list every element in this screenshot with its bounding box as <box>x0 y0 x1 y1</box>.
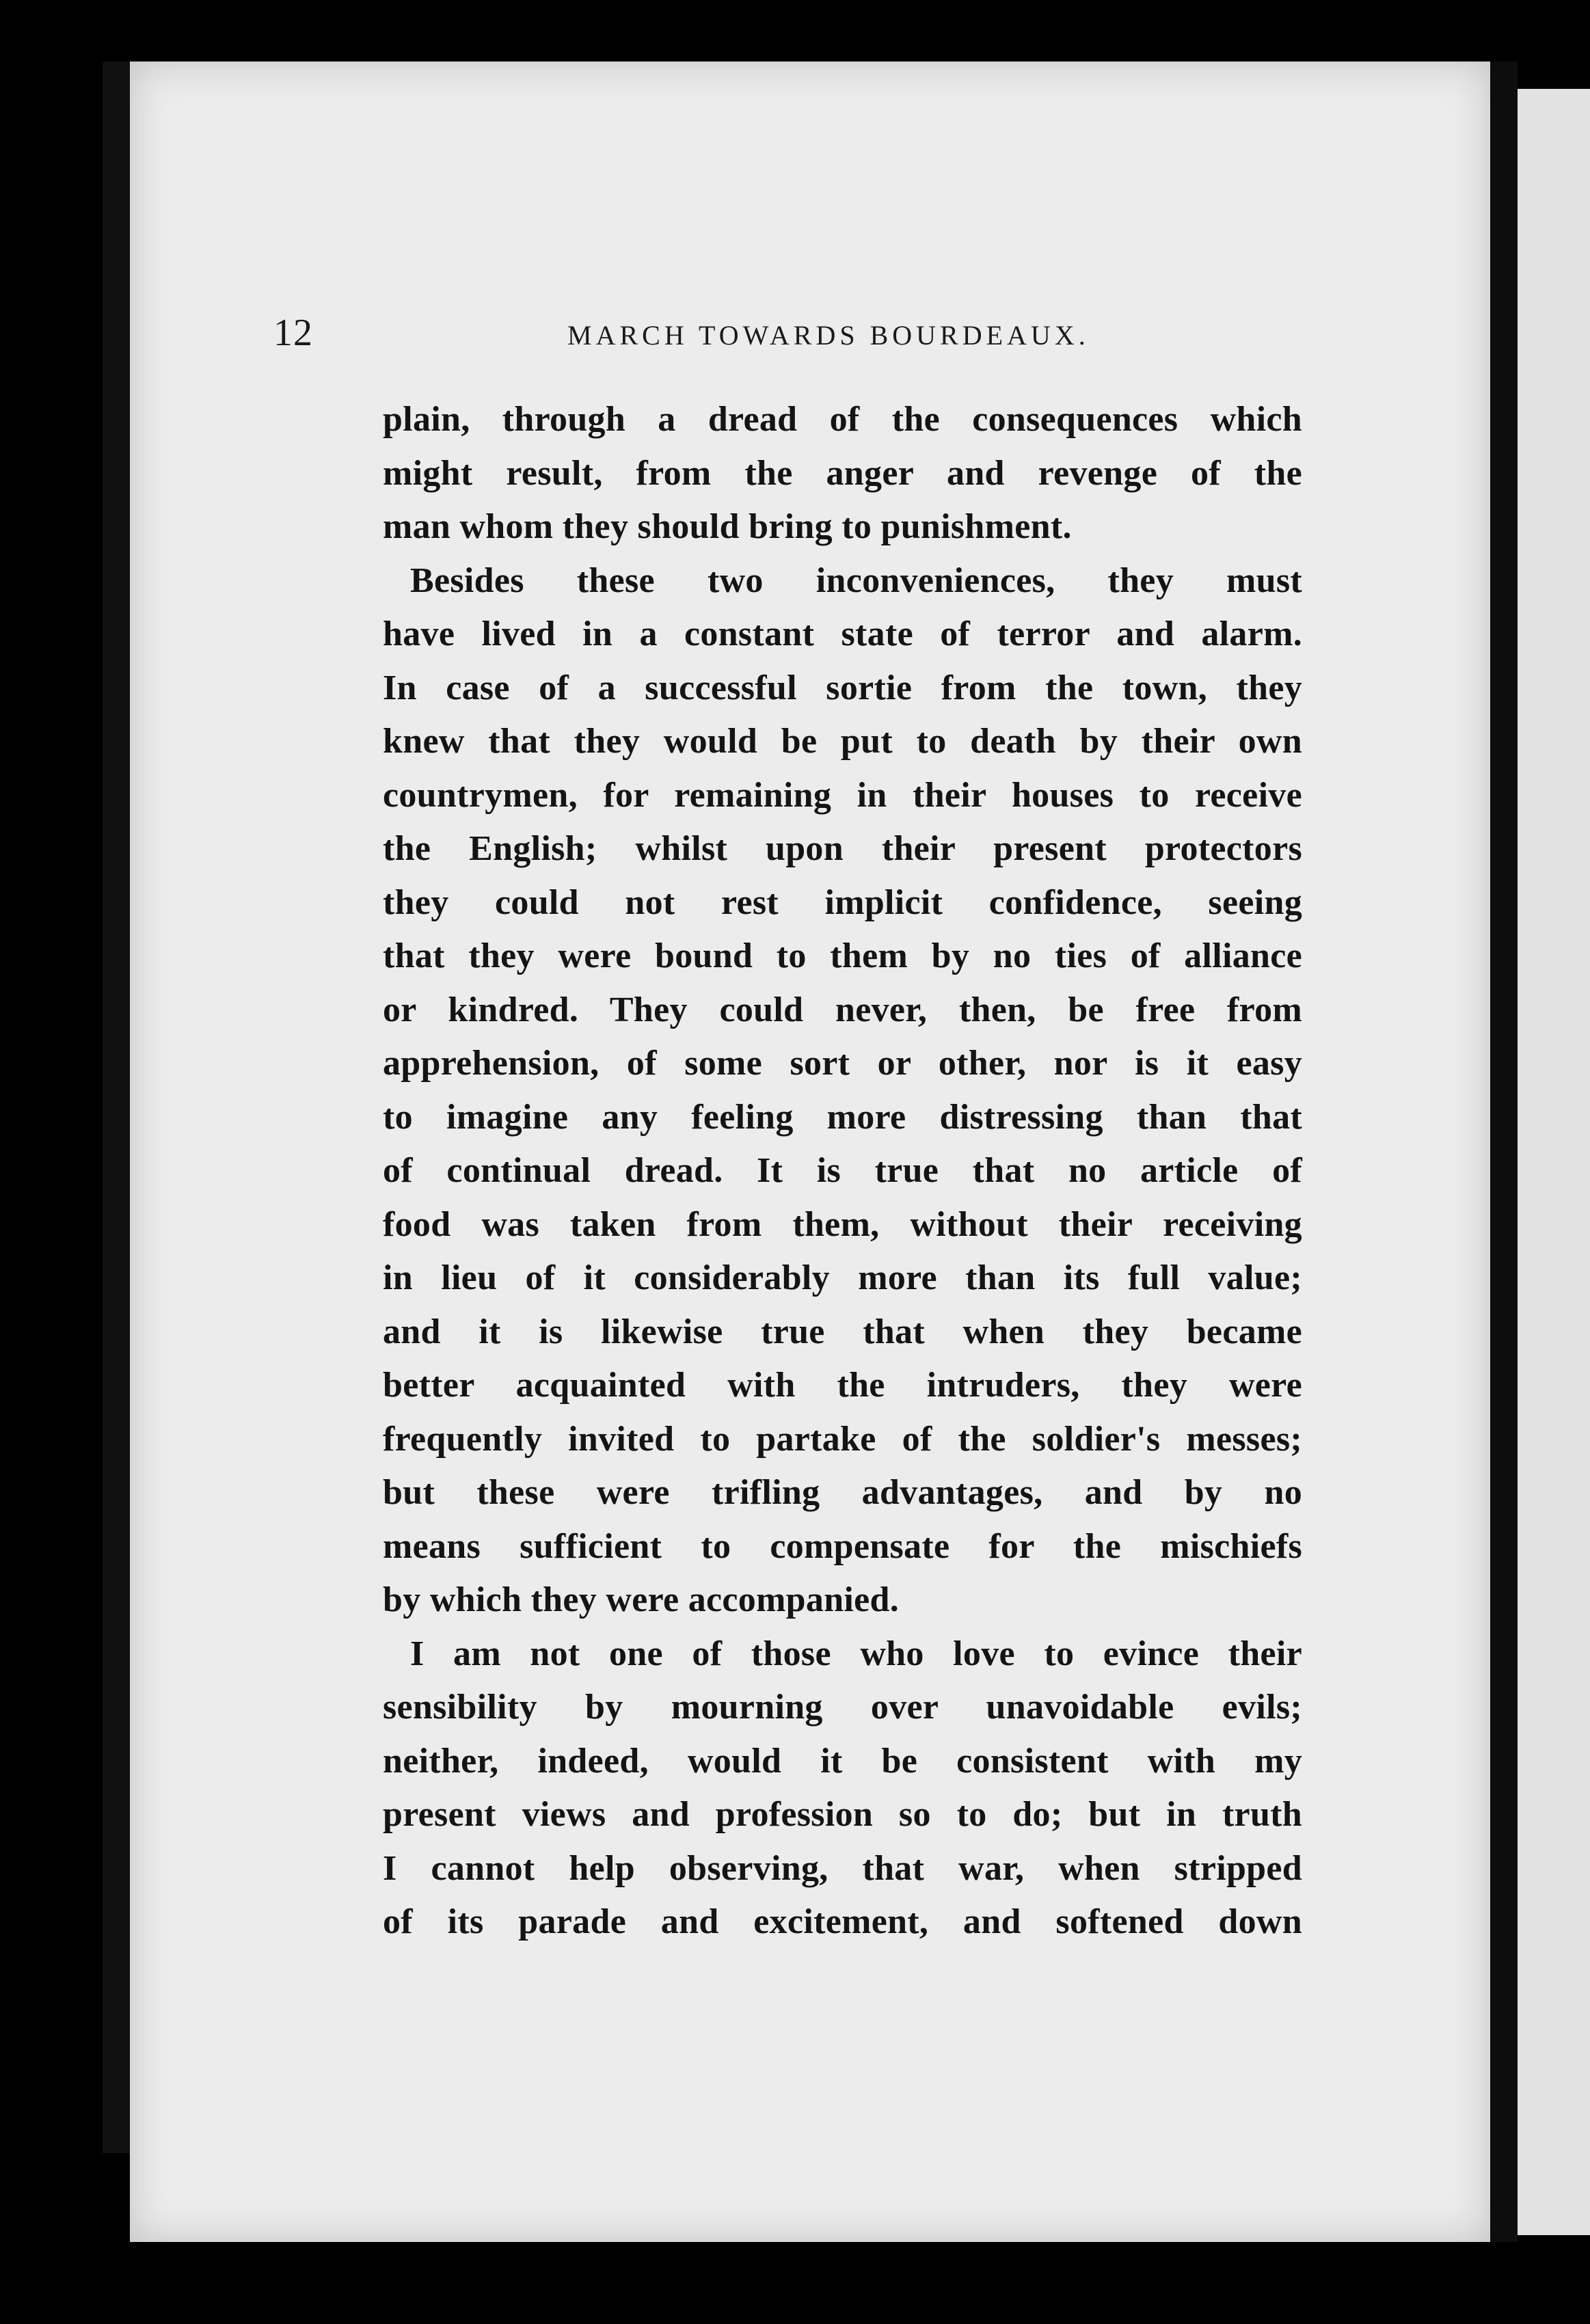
body-text <box>383 393 1302 1949</box>
text-line: countrymen, for remaining in their houses to receive <box>383 775 1302 815</box>
text-line: man whom they should bring to punishment. <box>383 507 1072 546</box>
text-line: sensibility by mourning over unavoidable evils; <box>383 1688 1302 1727</box>
text-line: apprehension, of some sort or other, nor is it easy <box>383 1044 1302 1083</box>
text-line: have lived in a constant state of terror and alarm. <box>383 614 1302 653</box>
text-line: neither, indeed, would it be consistent with my <box>383 1741 1302 1781</box>
text-line: they could not rest implicit confidence, seeing <box>383 882 1302 922</box>
text-line: In case of a successful sortie from the town, they <box>383 668 1302 707</box>
text-line: food was taken from them, without their receiving <box>383 1204 1302 1244</box>
text-line: plain, through a dread of the consequences which <box>383 400 1302 439</box>
text-line: might result, from the anger and revenge of the <box>383 453 1302 493</box>
text-line: present views and profession so to do; but in truth <box>383 1795 1302 1834</box>
text-line: but these were trifling advantages, and by no <box>383 1473 1302 1512</box>
page-header <box>273 311 1203 359</box>
text-line: I am not one of those who love to evince their <box>410 1634 1302 1673</box>
text-line: better acquainted with the intruders, they were <box>383 1366 1302 1405</box>
text-line: by which they were accompanied. <box>383 1580 900 1619</box>
page-gutter-shadow <box>1490 62 1518 2242</box>
text-line: the English; whilst upon their present protectors <box>383 829 1302 868</box>
text-line: and it is likewise true that when they became <box>383 1312 1302 1351</box>
text-line: of continual dread. It is true that no article of <box>383 1151 1302 1190</box>
page-number: 12 <box>273 312 313 354</box>
text-line: Besides these two inconveniences, they must <box>410 560 1302 600</box>
text-line: means sufficient to compensate for the mischiefs <box>383 1526 1302 1566</box>
adjacent-page-edge <box>1518 89 1590 2235</box>
text-line: frequently invited to partake of the soldier's messes; <box>383 1419 1302 1459</box>
text-line: I cannot help observing, that war, when stripped <box>383 1848 1302 1888</box>
text-line: knew that they would be put to death by their own <box>383 722 1302 761</box>
text-line: that they were bound to them by no ties of alliance <box>383 936 1302 975</box>
text-line: to imagine any feeling more distressing than that <box>383 1097 1302 1137</box>
text-line: of its parade and excitement, and softened down <box>383 1902 1302 1941</box>
text-line: or kindred. They could never, then, be free from <box>383 990 1302 1029</box>
text-line: in lieu of it considerably more than its full value; <box>383 1258 1302 1297</box>
running-head: MARCH TOWARDS BOURDEAUX. <box>567 320 1090 351</box>
